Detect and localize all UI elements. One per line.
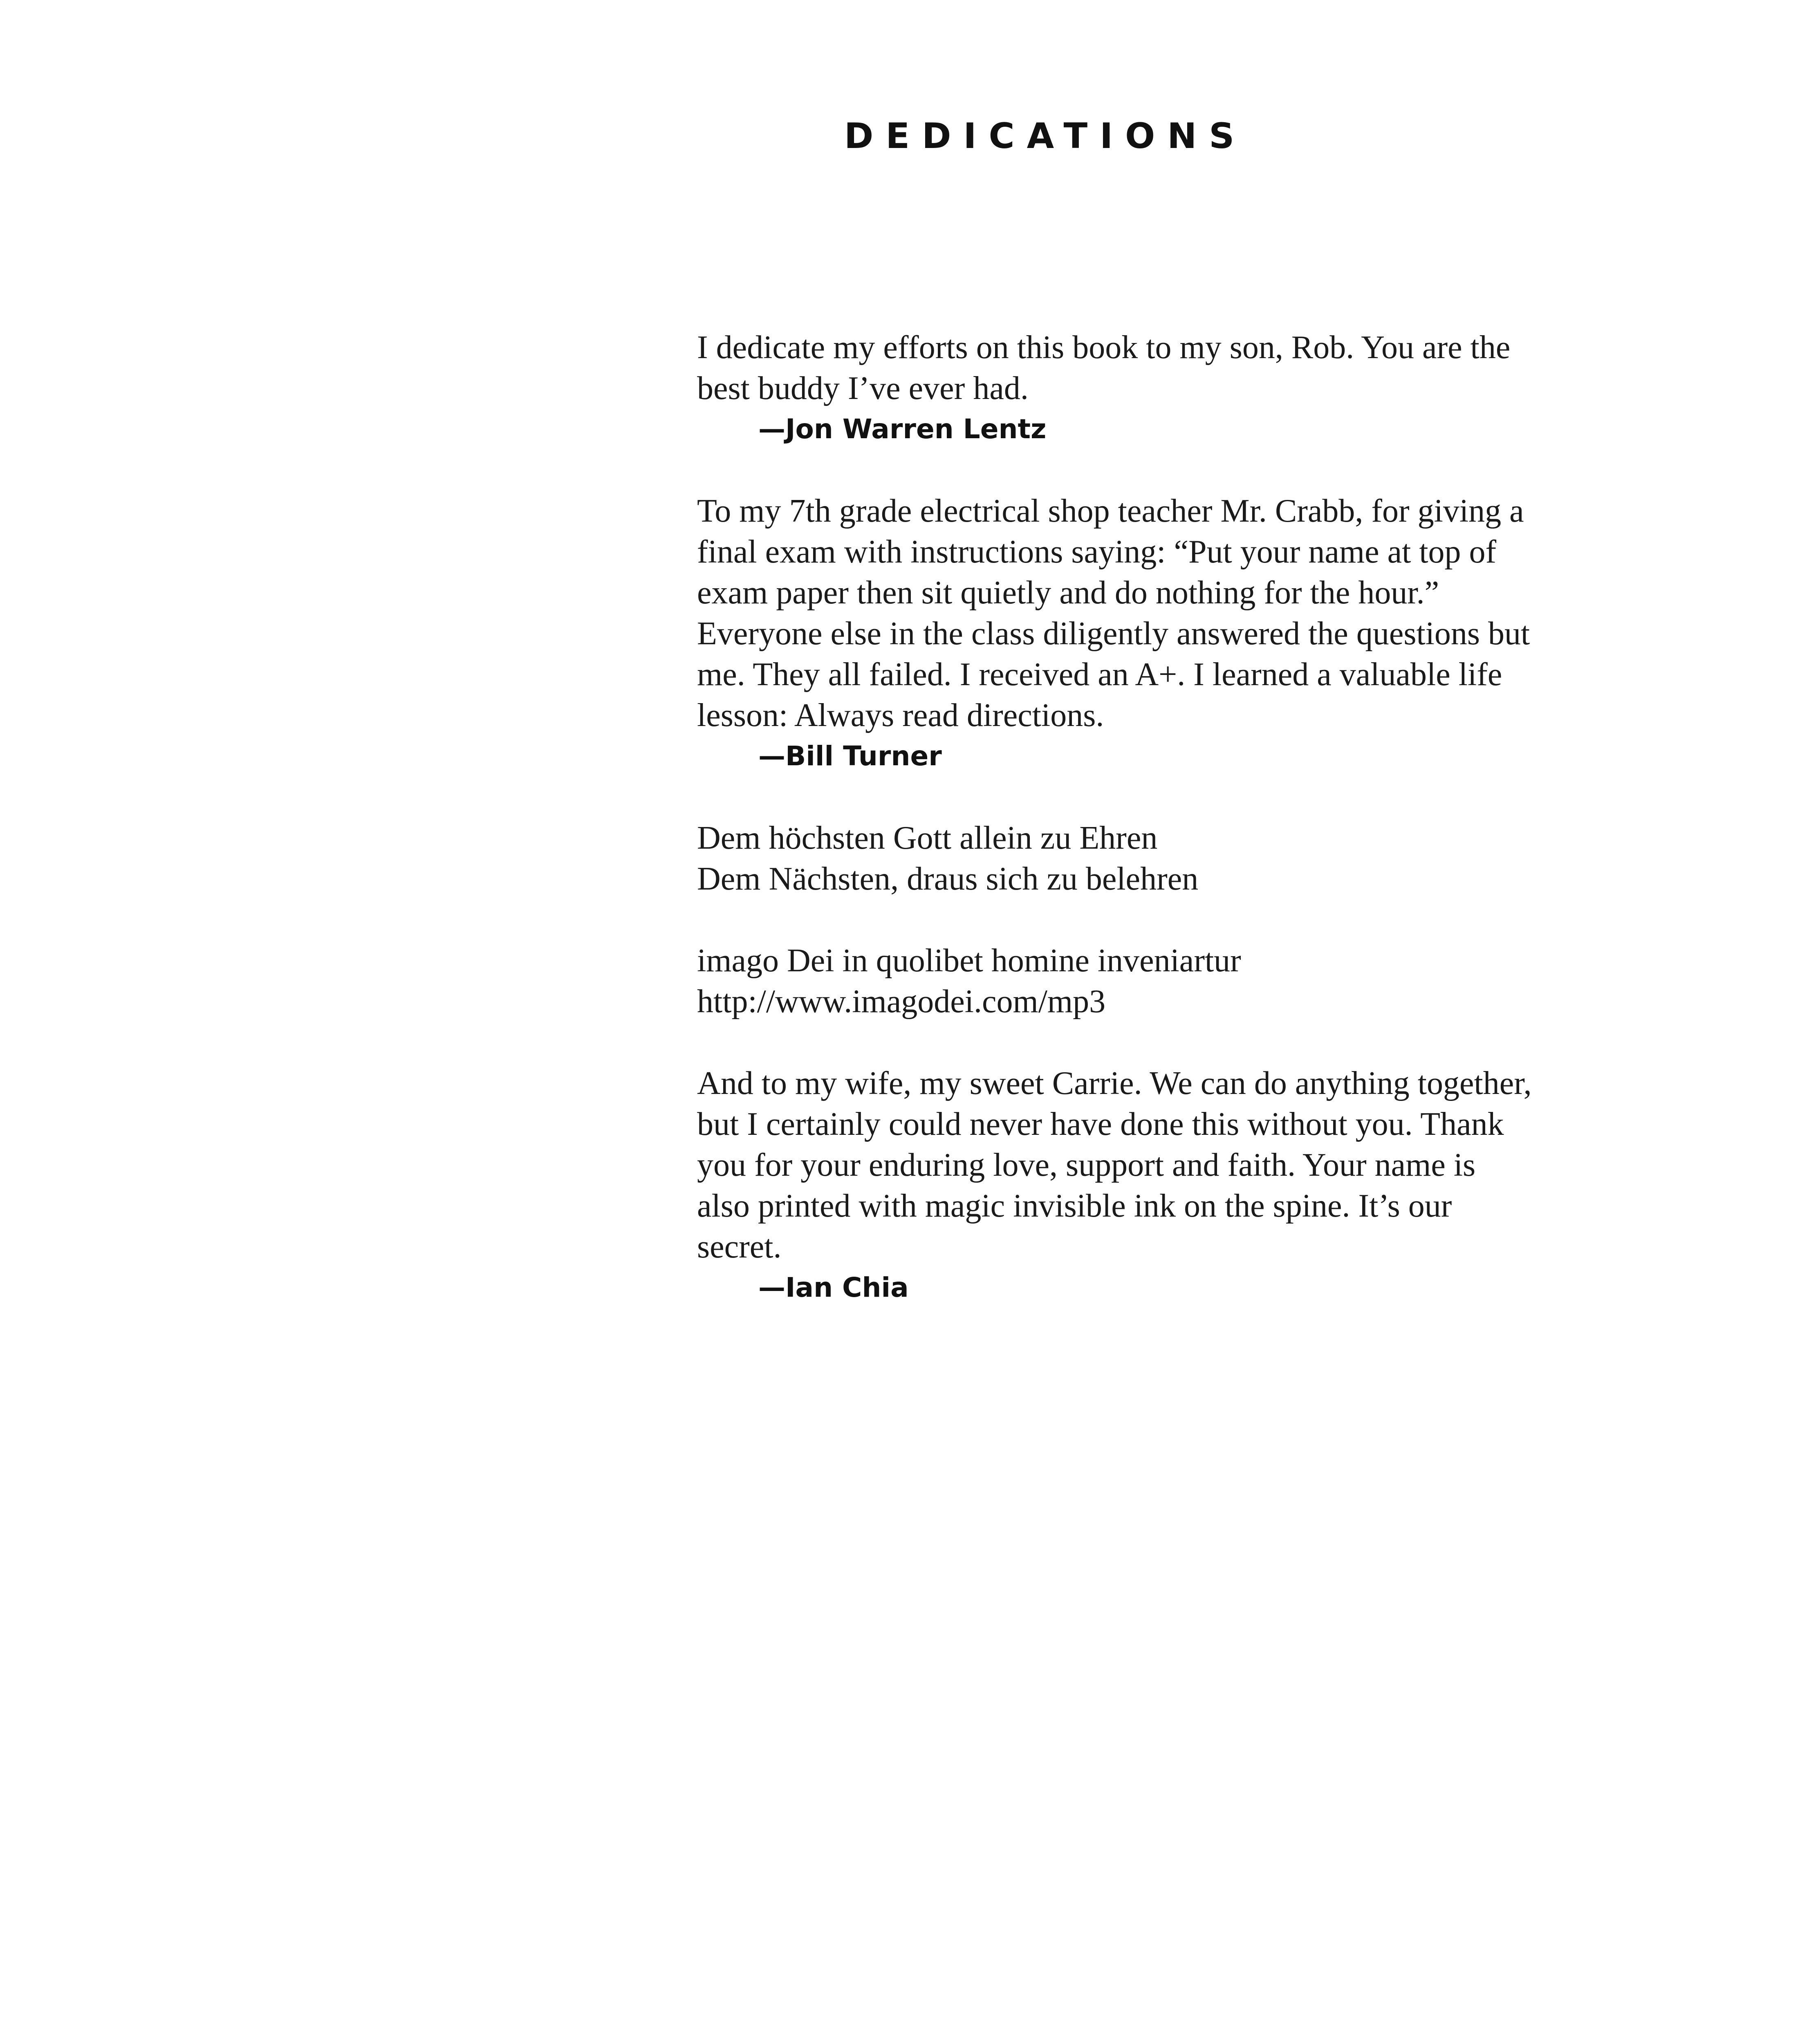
dedication-signature: —Ian Chia — [758, 1272, 909, 1303]
text-line: final exam with instructions saying: “Put your name at top of — [697, 534, 1497, 570]
dedication-block — [697, 1063, 1637, 1308]
text-line: but I certainly could never have done this without you. Thank — [697, 1106, 1504, 1142]
dedication-text — [697, 327, 1637, 409]
dedication-text — [697, 1063, 1637, 1267]
text-line: Dem Nächsten, draus sich zu belehren — [697, 861, 1199, 897]
dedication-block — [697, 818, 1637, 899]
text-line: Everyone else in the class diligently answered the questions but — [697, 616, 1530, 652]
dedication-text — [697, 940, 1637, 1022]
text-line: To my 7th grade electrical shop teacher Mr. Crabb, for giving a — [697, 493, 1524, 529]
text-line: http://www.imagodei.com/mp3 — [697, 984, 1106, 1020]
text-line: Dem höchsten Gott allein zu Ehren — [697, 820, 1158, 856]
text-line: you for your enduring love, support and faith. Your name is — [697, 1147, 1476, 1183]
text-line: And to my wife, my sweet Carrie. We can do anything together, — [697, 1065, 1532, 1101]
text-line: me. They all failed. I received an A+. I learned a valuable life — [697, 657, 1502, 693]
dedication-signature: —Jon Warren Lentz — [758, 413, 1047, 445]
text-line: I dedicate my efforts on this book to my son, Rob. You are the — [697, 329, 1511, 365]
text-line: exam paper then sit quietly and do nothing for the hour.” — [697, 575, 1439, 611]
text-line: best buddy I’ve ever had. — [697, 370, 1029, 406]
dedication-block — [697, 940, 1637, 1022]
dedication-text — [697, 818, 1637, 899]
dedications-content — [697, 327, 1637, 1349]
page-title: DEDICATIONS — [844, 116, 1247, 157]
dedication-block — [697, 491, 1637, 777]
text-line: also printed with magic invisible ink on the spine. It’s our — [697, 1188, 1452, 1224]
dedication-block — [697, 327, 1637, 450]
dedication-signature: —Bill Turner — [758, 740, 942, 772]
text-line: secret. — [697, 1229, 782, 1265]
text-line: imago Dei in quolibet homine inveniartur — [697, 943, 1241, 979]
text-line: lesson: Always read directions. — [697, 697, 1104, 733]
dedication-text — [697, 491, 1637, 736]
